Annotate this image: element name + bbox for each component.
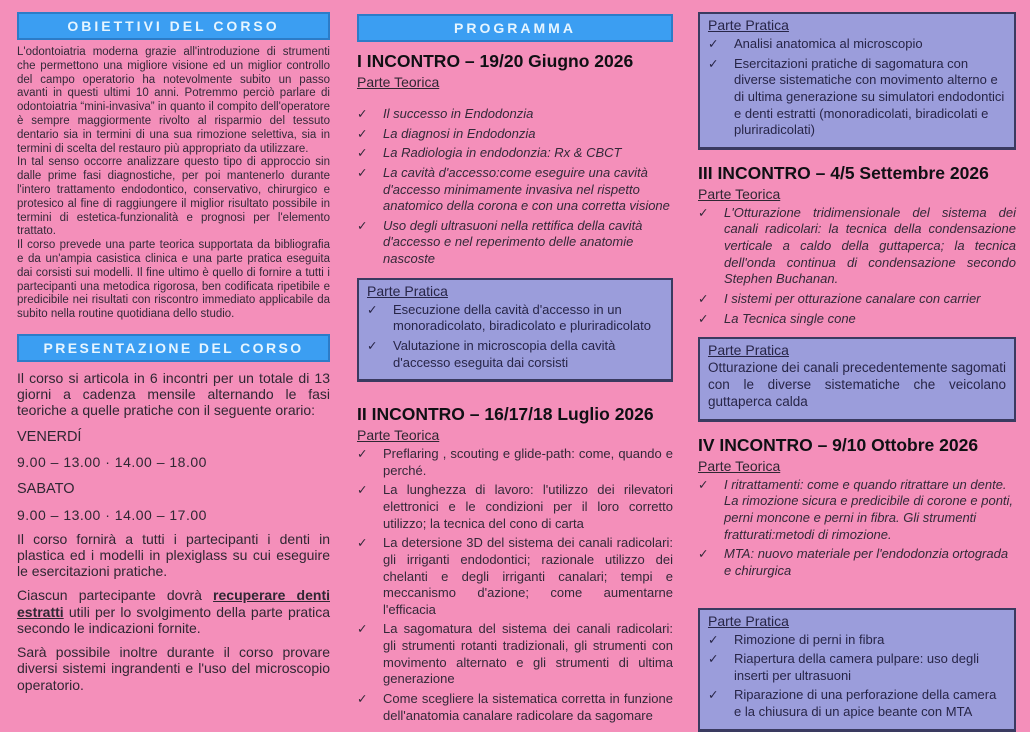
program-header-label: PROGRAMMA <box>454 20 576 36</box>
theory-label: Parte Teorica <box>357 74 440 90</box>
theory-label: Parte Teorica <box>357 427 440 444</box>
theory-item-text: La Radiologia in endodonzia: Rx & CBCT <box>383 145 622 161</box>
theory-item-text: La diagnosi in Endodonzia <box>383 125 536 141</box>
meeting-1-practice-box <box>357 278 673 383</box>
objectives-header-label: OBIETTIVI DEL CORSO <box>67 18 280 34</box>
theory-item-text: La sagomatura del sistema dei canali radicolari: gli strumenti rotanti tradizionali, gli strumenti con movimento alternato e gli strumenti di ultima generazione <box>383 621 673 687</box>
check-icon: ✓ <box>357 126 368 141</box>
practice-item <box>708 56 1006 139</box>
meeting-1-title: I INCONTRO – 19/20 Giugno 2026 <box>357 51 634 71</box>
paragraph-text: utili per lo svolgimento della parte pratica secondo le indicazioni fornite. <box>17 603 330 636</box>
practice-item <box>367 338 663 371</box>
practice-item-text: Riparazione di una perforazione della camera e la chiusura di un apice beante con MTA <box>734 687 997 719</box>
practice-label: Parte Pratica <box>708 17 789 33</box>
theory-item <box>698 477 1016 544</box>
practice-label: Parte Pratica <box>708 612 789 629</box>
check-icon: ✓ <box>357 483 368 498</box>
theory-item-text: Come scegliere la sistematica corretta in funzione dell'anatomia canalare radicolare da sagomare <box>383 690 673 723</box>
theory-item <box>357 446 673 479</box>
meeting-1-practice-list <box>367 302 663 372</box>
check-icon: ✓ <box>698 477 709 492</box>
check-icon: ✓ <box>698 547 709 562</box>
meeting-2-practice-box <box>698 12 1016 150</box>
meeting-3-theory-list <box>698 205 1016 327</box>
meeting-2-title: II INCONTRO – 16/17/18 Luglio 2026 <box>357 404 654 425</box>
theory-item <box>698 291 1016 308</box>
presentation-paragraph <box>17 587 330 636</box>
objectives-paragraph: In tal senso occorre analizzare questo tipo di approccio sin dalle prime fasi diagnostiche, per poi mantenerlo durante l'intero trattamento endodontico, conservativo, chirurgico e protesico al fine di raggiungere il miglior risultato possibile in termini di estetica-funzionalità e prognosi per l'elemento trattato. <box>17 156 330 238</box>
check-icon: ✓ <box>367 302 378 317</box>
presentation-header-label: PRESENTAZIONE DEL CORSO <box>43 339 304 356</box>
theory-item-text: Preflaring , scouting e glide-path: come, quando e perché. <box>383 446 673 478</box>
check-icon: ✓ <box>357 107 368 121</box>
presentation-intro: Il corso si articola in 6 incontri per un totale di 13 giorni a cadenza mensile alternando le fasi teoriche a quelle pratiche con il seguente orario: <box>17 369 330 419</box>
theory-item <box>357 691 673 724</box>
practice-label: Parte Pratica <box>367 282 448 299</box>
presentation-header-bar <box>17 334 330 362</box>
objectives-paragraph: L'odontoiatria moderna grazie all'introduzione di strumenti che permettono una migliore visione ed un miglior controllo del campo operatorio ha notevolmente subito un passo avanti in questi ultimi 10 anni. Potremmo perciò parlare di odontoiatria “mini-invasiva” in quanto il compito dell'operatore è sempre maggiormente rivolto al risparmio del tessuto dentario sia in termini di una sua rimozione selettiva, sia in termini di scelta del restauro più appropriato da utilizzare. <box>17 46 330 155</box>
check-icon: ✓ <box>357 447 368 462</box>
check-icon: ✓ <box>357 536 368 551</box>
theory-label: Parte Teorica <box>698 185 781 202</box>
theory-item-text: La cavità d'accesso:come eseguire una cavità d'accesso minimamente invasiva nel rispetto anatomico della corona e con una corretta visione <box>383 164 670 214</box>
meeting-4-theory-list <box>698 477 1016 580</box>
theory-item <box>698 205 1016 288</box>
check-icon: ✓ <box>708 632 719 647</box>
theory-item <box>357 145 673 162</box>
schedule-day: SABATO <box>17 480 75 497</box>
theory-item <box>357 165 673 215</box>
theory-item-text: I ritrattamenti: come e quando ritrattare un dente. La rimozione sicura e predicibile di corone e ponti, perni moncone e perni in fibra. Gli strumenti fratturati:metodi di rimozione. <box>724 476 1014 542</box>
theory-item <box>357 621 673 688</box>
check-icon: ✓ <box>367 338 378 353</box>
program-header-bar <box>357 14 673 42</box>
theory-item <box>698 546 1016 579</box>
paragraph-text: Ciascun partecipante dovrà <box>17 587 214 604</box>
meeting-4-practice-box <box>698 608 1016 732</box>
theory-item-text: Il successo in Endodonzia <box>383 106 534 121</box>
meeting-3-practice-box <box>698 337 1016 422</box>
check-icon: ✓ <box>708 688 719 703</box>
check-icon: ✓ <box>698 311 709 326</box>
practice-item <box>708 651 1006 684</box>
practice-item-text: Riapertura della camera pulpare: uso degli inserti per ultrasuoni <box>734 651 979 683</box>
check-icon: ✓ <box>708 37 719 51</box>
meeting-2-theory-list <box>357 446 673 724</box>
theory-item-text: I sistemi per otturazione canalare con carrier <box>724 290 981 306</box>
theory-item <box>357 218 673 268</box>
practice-item-text: Rimozione di perni in fibra <box>734 631 885 647</box>
check-icon: ✓ <box>698 205 709 220</box>
practice-item <box>708 632 1006 649</box>
practice-text: Otturazione dei canali precedentemente sagomati con le diverse sistematiche che veicolano guttaperca calda <box>708 360 1006 409</box>
check-icon: ✓ <box>357 146 368 161</box>
emphasized-text: recuperare denti estratti <box>17 587 330 620</box>
practice-item-text: Analisi anatomica al microscopio <box>734 36 923 51</box>
objectives-text <box>17 46 330 322</box>
practice-item-text: Esecuzione della cavità d'accesso in un monoradicolato, biradicolato e pluriradicolato <box>393 301 651 334</box>
theory-item <box>357 106 673 123</box>
theory-item <box>357 482 673 532</box>
middle-column <box>357 0 673 724</box>
check-icon: ✓ <box>708 56 719 71</box>
meeting-4-practice-list <box>708 632 1006 721</box>
check-icon: ✓ <box>357 622 368 637</box>
theory-item <box>357 126 673 143</box>
theory-item-text: La lunghezza di lavoro: l'utilizzo dei rilevatori elettronici e le condizioni per il loro corretto utilizzo; la tecnica del cono di carta <box>383 482 673 531</box>
practice-item <box>367 302 663 335</box>
check-icon: ✓ <box>698 291 709 306</box>
left-column <box>17 0 330 693</box>
check-icon: ✓ <box>357 691 368 706</box>
practice-item-text: Esercitazioni pratiche di sagomatura con diverse sistematiche con movimento alterno e di ultima generazione su simulatori endodontici e denti estratti (monoradicolati, biradicolati e pluriradicolati) <box>734 55 1005 138</box>
objectives-header-bar <box>17 12 330 40</box>
meeting-1-theory-list <box>357 106 673 268</box>
objectives-paragraph: Il corso prevede una parte teorica supportata da bibliografia e da un'ampia casistica clinica e una parte pratica eseguita dai corsisti sui modelli. Il fine ultimo è quello di fornire a tutti i partecipanti una metodica rigorosa, ben codificata ripetibile e predicibile nei risultati con riscontro immediato applicabile da subito nella routine quotidiana dello studio. <box>17 239 330 321</box>
theory-item <box>357 535 673 618</box>
theory-item-text: MTA: nuovo materiale per l'endodonzia ortograda e chirurgica <box>724 546 1009 578</box>
presentation-text <box>17 370 330 693</box>
schedule-hours: 9.00 – 13.00 · 14.00 – 17.00 <box>17 506 207 523</box>
theory-item <box>698 311 1016 328</box>
check-icon: ✓ <box>357 218 368 233</box>
practice-item <box>708 687 1006 720</box>
schedule-day: VENERDÍ <box>17 428 82 445</box>
practice-item <box>708 36 1006 53</box>
check-icon: ✓ <box>357 165 368 180</box>
right-column <box>698 0 1016 732</box>
theory-item-text: L'Otturazione tridimensionale del sistema dei canali radicolari: la tecnica della condensazione verticale a caldo della guttaperca; la tecnica dell'onda continua di condensazione secondo Stephen Buchanan. <box>724 204 1016 287</box>
practice-item-text: Valutazione in microscopia della cavità d'accesso eseguita dai corsisti <box>393 337 616 370</box>
theory-label: Parte Teorica <box>698 457 781 474</box>
practice-label: Parte Pratica <box>708 342 789 359</box>
theory-item-text: Uso degli ultrasuoni nella rettifica della cavità d'accesso e nel reperimento delle anatomie nascoste <box>383 217 643 266</box>
theory-item-text: La Tecnica single cone <box>724 310 856 326</box>
schedule-hours: 9.00 – 13.00 · 14.00 – 18.00 <box>17 454 207 471</box>
meeting-3-title: III INCONTRO – 4/5 Settembre 2026 <box>698 162 989 183</box>
meeting-4-title: IV INCONTRO – 9/10 Ottobre 2026 <box>698 434 979 455</box>
presentation-paragraph: Sarà possibile inoltre durante il corso provare diversi sistemi ingrandenti e l'uso del microscopio operatorio. <box>17 644 330 693</box>
theory-item-text: La detersione 3D del sistema dei canali radicolari: gli irriganti endodontici; razionale utilizzo dei chelanti e degli irriganti canalari; tempi e meccanismo d'azione; come aumentarne l'efficacia <box>383 535 673 617</box>
meeting-2-practice-list <box>708 36 1006 139</box>
presentation-paragraph: Il corso fornirà a tutti i partecipanti i denti in plastica ed i modelli in plexiglass su cui eseguire le esercitazioni pratiche. <box>17 530 330 580</box>
check-icon: ✓ <box>708 652 719 667</box>
